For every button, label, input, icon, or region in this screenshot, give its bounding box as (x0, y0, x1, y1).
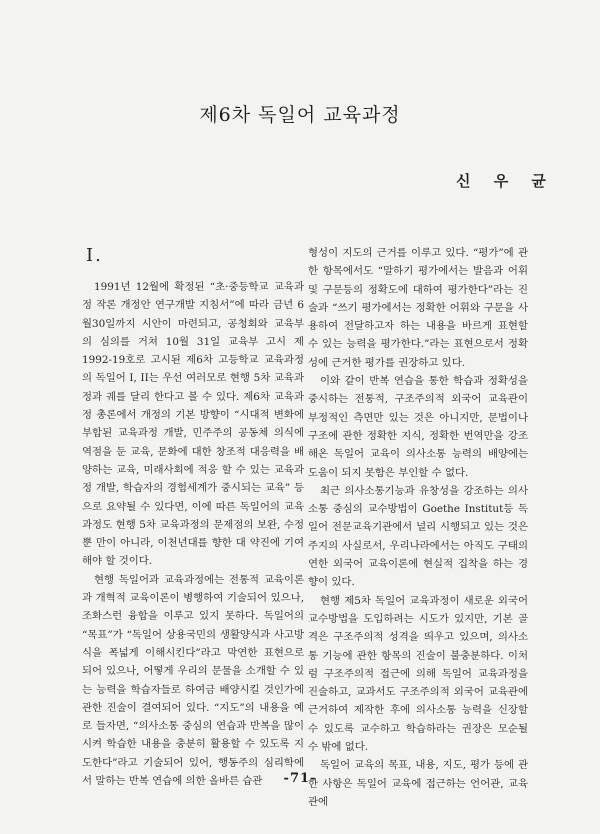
right-column (308, 244, 528, 811)
document-title: 제6차 독일어 교육과정 (199, 104, 401, 126)
right-paragraph-3: 최근 의사소통기능과 유창성을 강조하는 의사소통 중심의 교수방법이 Goethe Institut등 독일어 전문교육기관에서 널리 시행되고 있는 것은 주지의 사실로서, 우리나라에서는 아직도 구태의연한 외국어 교육이론에 현실적 집착을 하는 경향이 있다. (308, 484, 528, 589)
left-paragraph-1: 1991년 12월에 확정된 “초·중등학교 교육과정 작론 개정안 연구개발 지침서”에 따라 금년 6월30일까지 시안이 마련되고, 공청회와 교육부 의 심의를 거쳐 10월 31일 교육부 고시 제 1992-19호로 고시된 제6차 고등학교 교육과정의 독일어 I, II는 우선 여러모로 현행 5차 교육과정과 궤를 달리 한다고 볼 수 있다. 제6차 교육과정 총론에서 개정의 기본 방향이 “시대적 변화에 부합된 교육과정 개발, 민주주의 공동체 의식에 역점을 둔 교육, 문화에 대한 창조적 대응력을 배양하는 교육, 미래사회에 적응 할 수 있는 교육과정 개발, 학습자의 경험세계가 중시되는 교육” 등으로 요약될 수 있다면, 이에 따른 독일어의 교육과정도 현행 5차 교육과정의 문제점의 보완, 수정뿐 만이 아니라, 이천년대를 향한 대 약진에 기여해야 할 것이다. (82, 281, 304, 568)
left-paragraph-2: 현행 독일어과 교육과정에는 전통적 교육이론과 개혁적 교육이론이 병행하여 기술되어 있으나, 조화스런 융합을 이루고 있지 못하다. 독일어의 “목표”가 “독일어 상용국민의 생활양식과 사고방식을 폭넓게 이해시킨다”라고 막연한 표현으로 되어 있으나, 어떻게 우리의 문물을 소개할 수 있는 능력을 학습자들로 하여금 배양시킬 것인가에 관한 진술이 결여되어 있다. “지도”의 내용을 예로 들자면, “의사소통 중심의 연습과 반복을 많이 시켜 학습한 내용을 충분히 활용할 수 있도록 지도한다”라고 기술되어 있어, 행동주의 심리학에서 말하는 반복 연습에 의한 올바른 습관 (82, 573, 304, 788)
right-paragraph-4: 현행 제5차 독일어 교육과정이 새로운 외국어교수방법을 도입하려는 시도가 있지만, 기본 골격은 구조주의적 성격을 띄우고 있으며, 의사소통 기능에 관한 항목의 진술이 불충분하다. 이처럼 구조주의적 접근에 의해 독일어 교육과정을 진술하고, 교과서도 구조주의적 외국어 교육관에 근거하여 제작한 후에 의사소통 능력을 신장할 수 있도록 교수하고 학습하라는 권장은 모순될 수 밖에 없다. (308, 594, 528, 754)
right-paragraph-2: 이와 같이 반복 연습을 통한 학습과 정확성을 중시하는 전통적, 구조주의적 외국어 교육관이 부정적인 측면만 있는 것은 아니지만, 문법이나 구조에 관한 정확한 지식, 정확한 번역만을 강조해온 독일어 교육이 의사소통 능력의 배양에는 도움이 되지 못함은 부인할 수 없다. (308, 375, 528, 479)
right-paragraph-1: 형성이 지도의 근거를 이루고 있다. “평가”에 관한 항목에서도 “말하기 평가에서는 발음과 어휘및 구문등의 정확도에 대하여 평가한다”라는 진술과 “쓰기 평가에서는 정확한 어휘와 구문을 사용하여 전달하고자 하는 내용을 바르게 표현할 수 있는 능력을 평가한다.”라는 표현으로서 정확성에 근거한 평가를 권장하고 있다. (308, 247, 528, 369)
author-name: 신 우 균 (456, 172, 555, 190)
right-paragraph-5: 독일어 교육의 목표, 내용, 지도, 평가 등에 관한 사항은 독일어 교육에 접근하는 언어관, 교육관에 (308, 759, 528, 808)
left-column (82, 245, 304, 790)
section-heading: I. (86, 245, 103, 266)
page-number: -71- (283, 771, 317, 786)
